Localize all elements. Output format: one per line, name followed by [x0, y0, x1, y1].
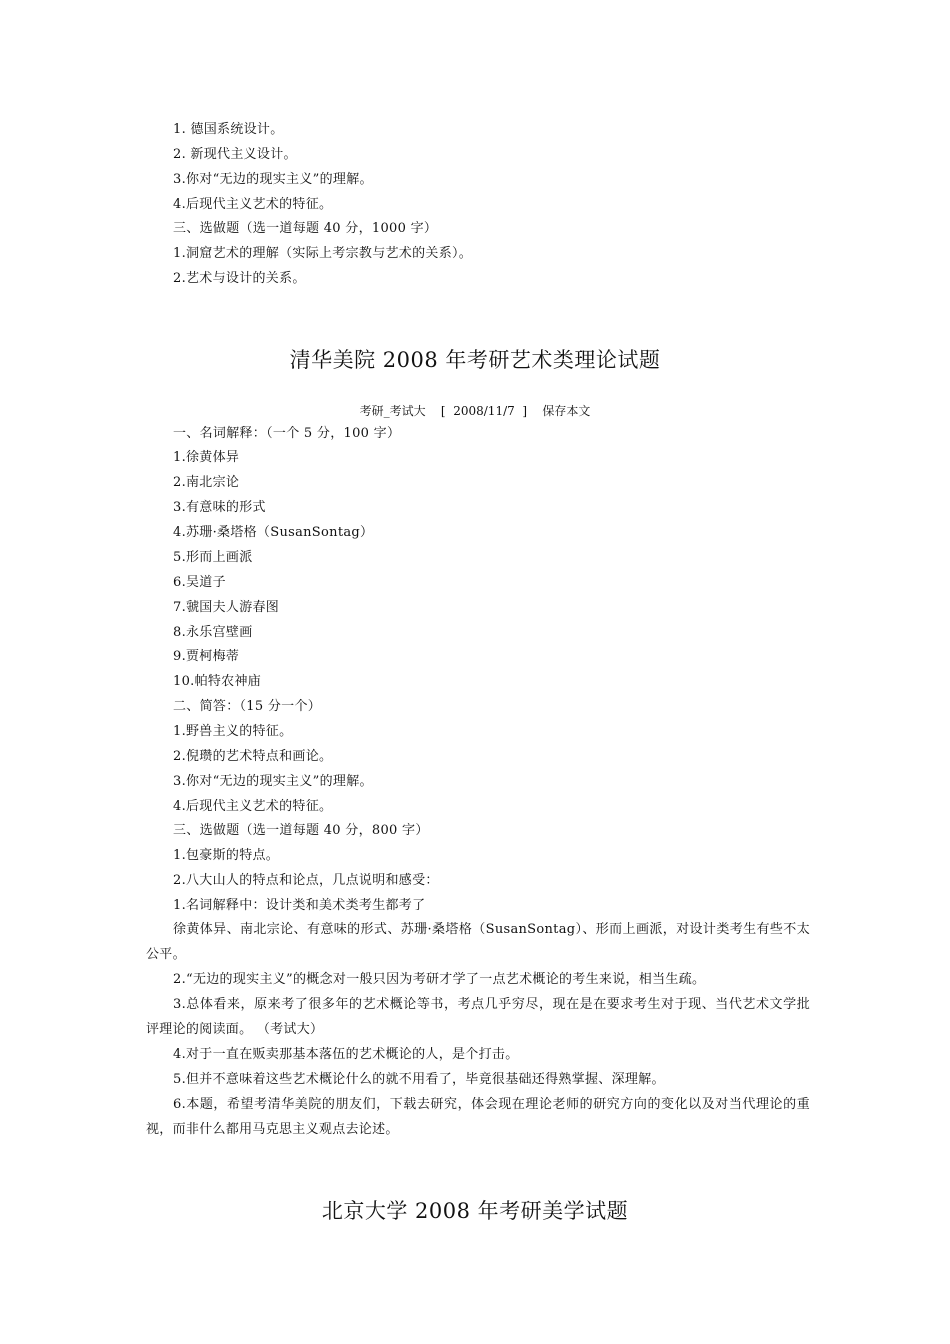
paragraph: 5.但并不意味着这些艺术概论什么的就不用看了，毕竟很基础还得熟掌握、深理解。 [173, 1072, 665, 1087]
list-item: 2.南北宗论 [173, 475, 240, 490]
list-item: 7.虢国夫人游春图 [173, 600, 280, 615]
section-heading: 一、名词解释：（一个 5 分，100 字） [173, 426, 401, 441]
paragraph: 3.总体看来，原来考了很多年的艺术概论等书，考点几乎穷尽，现在是在要求考生对于现、当代艺术文学批评理论的阅读面。 （考试大） [146, 997, 810, 1037]
list-item: 6.吴道子 [173, 575, 226, 590]
list-item: 1.包豪斯的特点。 [173, 848, 280, 863]
list-item: 2. 新现代主义设计。 [173, 147, 297, 162]
section-heading: 三、选做题（选一道每题 40 分，1000 字） [173, 221, 438, 236]
list-item: 4.后现代主义艺术的特征。 [173, 799, 333, 814]
list-item: 10.帕特农神庙 [173, 674, 262, 689]
paragraph: 徐黄体异、南北宗论、有意味的形式、苏珊·桑塔格（SusanSontag）、形而上画派，对设计类考生有些不太公平。 [146, 922, 810, 962]
list-item: 1.洞窟艺术的理解（实际上考宗教与艺术的关系）。 [173, 246, 473, 261]
list-item: 1.名词解释中：设计类和美术类考生都考了 [173, 898, 426, 913]
list-item: 2.倪瓒的艺术特点和画论。 [173, 749, 333, 764]
list-item: 4.苏珊·桑塔格（SusanSontag） [173, 525, 374, 540]
next-article-title: 北京大学 2008 年考研美学试题 [321, 1199, 629, 1223]
paragraph: 2.“无边的现实主义”的概念对一般只因为考研才学了一点艺术概论的考生来说，相当生疏。 [173, 972, 706, 987]
list-item: 1.徐黄体异 [173, 450, 240, 465]
list-item: 3.有意味的形式 [173, 500, 266, 515]
list-item: 8.永乐宫壁画 [173, 625, 253, 640]
list-item: 2.艺术与设计的关系。 [173, 271, 306, 286]
list-item: 5.形而上画派 [173, 550, 253, 565]
article-meta: 考研_考试大 [ 2008/11/7 ] 保存本文 [359, 404, 591, 418]
list-item: 1.野兽主义的特征。 [173, 724, 293, 739]
list-item: 1. 德国系统设计。 [173, 122, 284, 137]
paragraph: 6.本题，希望考清华美院的朋友们，下载去研究，体会现在理论老师的研究方向的变化以及对当代理论的重视，而非什么都用马克思主义观点去论述。 [146, 1097, 810, 1137]
list-item: 2.八大山人的特点和论点，几点说明和感受： [173, 873, 439, 888]
list-item: 3.你对“无边的现实主义”的理解。 [173, 172, 373, 187]
paragraph: 4.对于一直在贩卖那基本落伍的艺术概论的人，是个打击。 [173, 1047, 519, 1062]
article-title: 清华美院 2008 年考研艺术类理论试题 [289, 348, 661, 372]
section-heading: 二、简答：（15 分一个） [173, 699, 322, 714]
list-item: 4.后现代主义艺术的特征。 [173, 197, 333, 212]
section-heading: 三、选做题（选一道每题 40 分，800 字） [173, 823, 429, 838]
list-item: 3.你对“无边的现实主义”的理解。 [173, 774, 373, 789]
list-item: 9.贾柯梅蒂 [173, 649, 240, 664]
